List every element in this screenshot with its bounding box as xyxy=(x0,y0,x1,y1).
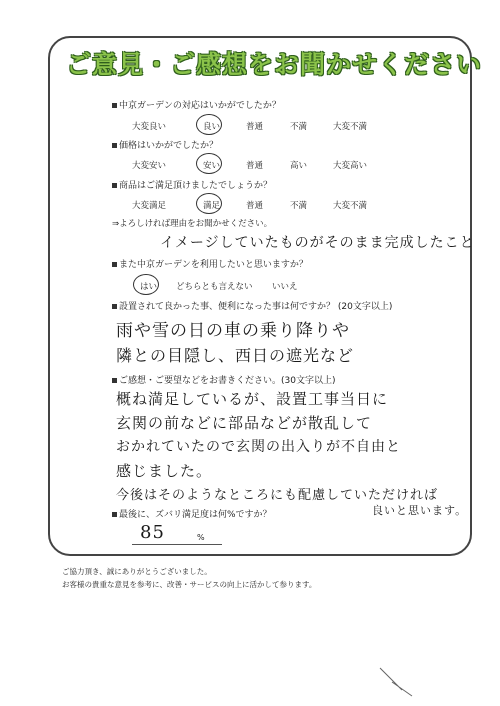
q3-option-1[interactable]: 大変満足 xyxy=(132,201,167,211)
footer-note: お客様の貴重な意見を参考に、改善・サービスの向上に活かして参ります。 xyxy=(62,580,317,589)
question-7-label: 最後に、ズバリ満足度は何%ですか？ xyxy=(119,510,272,520)
q1-selected-circle xyxy=(196,114,222,135)
q2-option-3[interactable]: 普通 xyxy=(246,161,264,171)
q7-answer: 85 xyxy=(140,522,165,543)
q6-answer-line-3: おかれていたので玄関の出入りが不自由と xyxy=(116,439,401,455)
question-4 xyxy=(112,257,308,270)
q4-option-3[interactable]: いいえ xyxy=(272,282,298,292)
q6-answer-line-1: 概ね満足しているが、設置工事当日に xyxy=(116,390,389,408)
q3-selected-circle xyxy=(196,193,222,214)
q2-option-2[interactable]: 安い xyxy=(203,161,221,171)
question-1 xyxy=(112,98,281,111)
question-3-label: 商品はご満足頂けましたでしょうか？ xyxy=(119,181,273,191)
q7-unit: % xyxy=(197,533,205,542)
question-3 xyxy=(112,178,272,191)
q3-option-3[interactable]: 普通 xyxy=(246,201,264,211)
q3-reason-answer: イメージしていたものがそのまま完成したこと xyxy=(160,235,475,251)
q7-answer-underline xyxy=(132,544,222,545)
q5-answer-line-1: 雨や雪の日の車の乗り降りや xyxy=(116,321,350,341)
q2-option-5[interactable]: 大変高い xyxy=(333,161,368,171)
question-4-label: また中京ガーデンを利用したいと思いますか？ xyxy=(119,260,308,270)
q3-option-5[interactable]: 大変不満 xyxy=(333,201,368,211)
q3-reason-prompt: ⇒よろしければ理由をお聞かせください。 xyxy=(112,219,273,229)
q6-answer-line-5: 今後はそのようなところにも配慮していただければ xyxy=(116,488,439,503)
q4-option-1[interactable]: はい xyxy=(140,282,158,292)
question-2 xyxy=(112,138,218,151)
survey-card xyxy=(48,36,483,556)
bullet-icon xyxy=(112,262,117,267)
q1-option-4[interactable]: 不満 xyxy=(290,122,308,132)
question-2-label: 価格はいかがでしたか？ xyxy=(119,141,219,151)
q6-answer-line-2: 玄関の前などに部品などが散乱して xyxy=(116,414,373,432)
bullet-icon xyxy=(112,183,117,188)
bullet-icon xyxy=(112,304,117,309)
q3-option-4[interactable]: 不満 xyxy=(290,201,308,211)
question-1-label: 中京ガーデンの対応はいかがでしたか？ xyxy=(119,101,281,111)
q1-option-1[interactable]: 大変良い xyxy=(132,122,167,132)
survey-title: ご意見・ご感想をお聞かせください xyxy=(66,50,483,79)
q2-option-1[interactable]: 大変安い xyxy=(132,161,167,171)
question-7 xyxy=(112,507,272,520)
question-6 xyxy=(112,373,335,386)
q4-selected-circle xyxy=(133,274,159,295)
q6-answer-line-6: 良いと思います。 xyxy=(372,504,468,517)
q5-answer-line-2: 隣との目隠し、西日の遮光など xyxy=(116,346,355,365)
q1-option-3[interactable]: 普通 xyxy=(246,122,264,132)
bullet-icon xyxy=(112,103,117,108)
question-5 xyxy=(112,299,392,312)
q2-selected-circle xyxy=(196,153,222,174)
q2-option-4[interactable]: 高い xyxy=(290,161,308,171)
q4-option-2[interactable]: どちらとも言えない xyxy=(176,282,253,292)
question-5-label: 設置されて良かった事、便利になった事は何ですか？ (20文字以上) xyxy=(119,302,393,312)
pencil-mark-icon xyxy=(372,662,422,702)
bullet-icon xyxy=(112,143,117,148)
q3-option-2[interactable]: 満足 xyxy=(203,201,221,211)
q6-answer-line-4: 感じました。 xyxy=(116,462,213,480)
question-6-label: ご感想・ご要望などをお書きください。(30文字以上) xyxy=(119,376,336,386)
footer-thanks: ご協力頂き、誠にありがとうございました。 xyxy=(62,567,212,576)
bullet-icon xyxy=(112,378,117,383)
q1-option-2[interactable]: 良い xyxy=(203,122,221,132)
q1-option-5[interactable]: 大変不満 xyxy=(333,122,368,132)
bullet-icon xyxy=(112,512,117,517)
